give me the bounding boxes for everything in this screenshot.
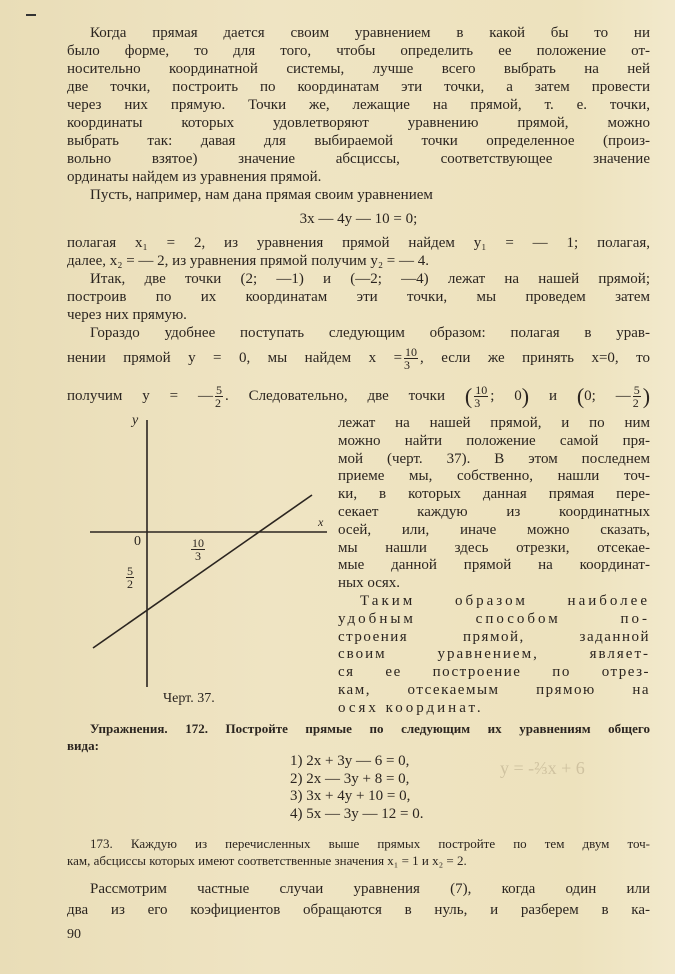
text-line: строения прямой, заданной (338, 629, 650, 645)
y-axis-label: y (132, 413, 139, 428)
x-intercept-label (191, 537, 205, 562)
text-line: две точки, построить по координатам эти точки, а затем провести (67, 79, 650, 95)
text: , если же принять x=0, то (420, 350, 650, 366)
text: получим y = — (67, 388, 213, 404)
text-line: лежат на нашей прямой, и по ним (338, 415, 650, 431)
text-line: осях координат. (338, 700, 484, 716)
numerator: 10 (405, 345, 418, 360)
text-line: ся ее построение по отрез- (338, 664, 650, 680)
denominator: 2 (632, 396, 639, 411)
text-line: далее, x₂ = — 2, из уравнения прямой получим y₂ = — 4. (67, 253, 430, 269)
equation: 3x — 4y — 10 = 0; (299, 211, 418, 227)
denominator: 3 (195, 549, 201, 563)
text: нении прямой y = 0, мы найдем x = (67, 350, 403, 366)
text-line: два из его коэфициентов обращаются в нуль, и разберем в ка- (67, 902, 650, 918)
numerator: 5 (633, 383, 640, 398)
text-line: можно найти положение самой пря- (338, 433, 650, 449)
text: 0; — (584, 388, 631, 404)
exercise-equation: 2) 2x — 3y + 8 = 0, (290, 771, 410, 787)
text-line: было форме, то для того, чтобы определить ее положение от- (67, 43, 650, 59)
text-line: полагая x₁ = 2, из уравнения прямой найдем y₁ = — 1; полагая, (67, 235, 650, 251)
point-2: (0; — $\frac{5}{2}$ ) (576, 383, 651, 411)
pencil-note: y = -⅔x + 6 (500, 758, 585, 778)
exercise-173: кам, абсциссы которых имеют соответственные значения x₁ = 1 и x₂ = 2. (67, 853, 467, 868)
exercise-heading: Упражнения. 172. Постройте прямые по следующим их уравнениям общего (90, 721, 650, 736)
denominator: 2 (214, 396, 221, 411)
text-line: Гораздо удобнее поступать следующим образом: полагая в урав- (90, 325, 650, 341)
denominator: 2 (127, 577, 133, 591)
text: ; 0 (490, 388, 522, 404)
text-line: мы нашли здесь отрезки, отсекае- (338, 540, 650, 556)
text-line: выбрать так: давая для выбираемой точки определенное (произ- (67, 133, 650, 149)
text-line: мые данной прямой на координат- (338, 557, 650, 573)
text-line: Когда прямая дается своим уравнением в какой бы то ни (90, 25, 650, 41)
text-line: кам, отсекаемым прямою на (338, 682, 650, 698)
numerator: 10 (192, 536, 204, 550)
text-line: секает каждую из координатных (338, 504, 650, 520)
exercise-equation: 3) 3x + 4y + 10 = 0, (290, 788, 411, 804)
exercise-heading-cont: вида: (67, 738, 99, 753)
text-line: через них прямую. Точки же, лежащие на прямой, т. е. точки, (67, 97, 650, 113)
text: и (548, 388, 557, 404)
denominator: 3 (474, 396, 481, 411)
x-axis-label: x (318, 515, 324, 529)
text-line: осей, или, иначе можно сказать, (338, 522, 650, 538)
text-line: ных осях. (338, 575, 401, 591)
text-line: вольно взятое) значение абсциссы, соответствующее значение (67, 151, 650, 167)
text-line: ки, в которых данная прямая пере- (338, 486, 650, 502)
figure-caption: Черт. 37. (163, 691, 215, 706)
text-line: Пусть, например, нам дана прямая своим уравнением (90, 187, 433, 203)
text: . Следовательно, две точки (224, 388, 445, 404)
point-1: ( $\frac{10}{3}$ ; 0) (464, 383, 530, 411)
y-intercept-label (126, 565, 134, 590)
exercise-173: 173. Каждую из перечисленных выше прямых постройте по тем двум точ- (90, 836, 650, 851)
text-line: Итак, две точки (2; —1) и (—2; —4) лежат на нашей прямой; (90, 271, 650, 287)
exercise-equation: 1) 2x + 3y — 6 = 0, (290, 753, 410, 769)
exercise-equation: 4) 5x — 3y — 12 = 0. (290, 806, 424, 822)
text-line: ординаты найдем из уравнения прямой. (67, 169, 322, 185)
text-line: Рассмотрим частные случаи уравнения (7), когда один или (90, 881, 650, 897)
numerator: 10 (475, 383, 488, 398)
text-line: Таким образом наиболее (360, 593, 650, 609)
text-line: через них прямую. (67, 307, 187, 323)
origin-label: 0 (134, 534, 141, 549)
text-line: носительно координатной системы, лучше всего выбрать на ней (67, 61, 650, 77)
text-line: удобным способом по- (338, 611, 650, 627)
text-line: приеме мы, собственно, нашли точ- (338, 468, 650, 484)
text-line: построив по их координатам эти точки, мы проведем затем (67, 289, 650, 305)
numerator: 5 (215, 383, 222, 398)
text-line: мой (черт. 37). В этом последнем (338, 451, 650, 467)
text-line: координаты которых удовлетворяют уравнению прямой, можно (67, 115, 650, 131)
numerator: 5 (127, 564, 133, 578)
page-number: 90 (67, 927, 81, 942)
denominator: 3 (404, 358, 411, 373)
text-line: своим уравнением, являет- (338, 646, 650, 662)
